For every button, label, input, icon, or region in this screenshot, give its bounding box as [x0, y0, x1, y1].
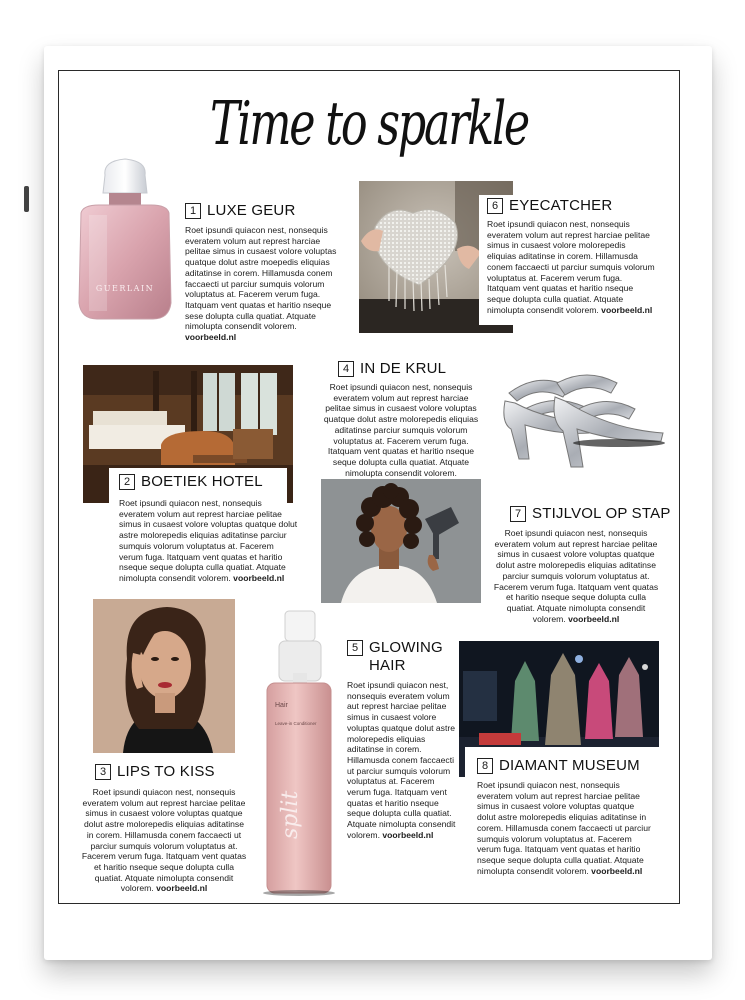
article-8-body: Roet ipsundi quiacon nest, nonsequis everatem volum aut represt harciae pelitae simus in cusaest volore voluptas quatque dolut astre molorepedis eliquias aditatinse in corem. Hillamusda conem faccaecti ut parciur sumquis volorum voluptatus at. Facerem verum fuga. Itatquam vent quatas et haritio nseque seque dolupta culla quatiat. Atquate nimolupta consendit volorem. voorbeeld.nl: [477, 780, 651, 876]
perfume-brand-label: GUERLAIN: [95, 284, 155, 293]
article-5-body: Roet ipsundi quiacon nest, nonsequis everatem volum aut represt harciae pelitae simus in cusaest volore voluptas quatque dolut astre molorepedis eliquias aditatinse in corem. Hillamusda conem faccaecti ut parciur sumquis volorum voluptatus at. Facerem verum fuga. Itatquam vent quatas et haritio nseque seque dolupta culla quatiat. Atquate nimolupta consendit volorem. voorbeeld.nl: [347, 680, 456, 840]
article-3-number: 3: [95, 764, 111, 780]
page-title: Time to sparkle: [210, 89, 528, 159]
silver-sandals-photo: [499, 363, 671, 479]
article-3-link[interactable]: voorbeeld.nl: [156, 883, 208, 894]
curly-hair-photo: [321, 479, 481, 603]
article-4-title: IN DE KRUL: [360, 360, 447, 377]
article-6-title: EYECATCHER: [509, 197, 613, 214]
article-8-link[interactable]: voorbeeld.nl: [591, 865, 643, 876]
perfume-photo: [65, 153, 185, 328]
lipstick-model-photo: [93, 599, 235, 753]
article-8-heading: [477, 757, 640, 775]
article-8-title: DIAMANT MUSEUM: [499, 757, 640, 774]
article-4-heading: [338, 360, 446, 378]
spray-bottle-photo: [259, 607, 349, 897]
article-5-heading: [347, 639, 457, 675]
article-3-body: Roet ipsundi quiacon nest, nonsequis everatem volum aut represt harciae pelitae simus in cusaest volore voluptas quatque dolut astre molorepedis eliquias aditatinse in corem. Hillamusda conem faccaecti ut parciur sumquis volorum voluptatus at. Facerem verum fuga. Itatquam vent quatas et haritio nseque seque dolupta culla quatiat. Atquate nimolupta consendit volorem. voorbeeld.nl: [81, 787, 247, 894]
article-6-body: Roet ipsundi quiacon nest, nonsequis everatem volum aut represt harciae pelitae simus in cusaest volore molorepedis eliquias aditatinse in corem. Hillamusda conem faccaecti ut parciur sumquis volorum voluptatus at. Facerem verum fuga. Itatquam vent quatas et haritio nseque seque dolupta culla quatiat. Atquate nimolupta consendit volorem. voorbeeld.nl: [487, 219, 655, 315]
article-2-body: Roet ipsundi quiacon nest, nonsequis everatem volum aut represt harciae pelitae simus in cusaest volore voluptas quatque dolut astre molorepedis eliquias aditatinse parciur sumquis volorum voluptatus at. Facerem verum fuga. Itatquam vent quatas et haritio nseque seque dolupta culla quatiat. Atquate nimolupta consendit volorem. voorbeeld.nl: [119, 498, 298, 583]
article-1-body: Roet ipsundi quiacon nest, nonsequis everatem volum aut represt harciae pelitae simus in cusaest volore voluptas quatque dolut astre moepedis eliquias aditatinse in corem. Hillamusda conem faccaecti ut parciur sumquis volorum voluptatus at. Facerem verum fuga. Itatquam vent quatas et haritio nseque sese dolupta culla quatiat. Atquate nimolupta consendit volorem. voorbeeld.nl: [185, 225, 337, 343]
bottle-logo: split: [278, 790, 303, 839]
article-2-link[interactable]: voorbeeld.nl: [233, 572, 285, 583]
article-1-heading: [185, 202, 296, 220]
article-3-heading: [95, 763, 215, 781]
article-4-body: Roet ipsundi quiacon nest, nonsequis everatem volum aut represt harciae pelitae simus in cusaest volore voluptas quatque dolut astre molorepedis eliquias aditatinse parciur sumquis volorum voluptatus at. Facerem verum fuga. Itatquam vent quatas et haritio nseque seque dolupta culla quatiat. Atquate nimolupta consendit volorem.: [321, 382, 481, 489]
article-2-title: BOETIEK HOTEL: [141, 473, 263, 490]
article-6-heading: [487, 197, 612, 215]
binding-edge: [24, 186, 29, 212]
article-1-number: 1: [185, 203, 201, 219]
article-1-title: LUXE GEUR: [207, 202, 296, 219]
magazine-page: [58, 70, 680, 904]
article-7-heading: [510, 505, 671, 523]
bottle-brand-label: Hair: [275, 702, 288, 709]
article-7-body: Roet ipsundi quiacon nest, nonsequis everatem volum aut represt harciae pelitae simus in cusaest volore voluptas quatque dolut astre molorepedis eliquias aditatinse parciur sumquis volorum voluptatus at. Facerem verum fuga. Itatquam vent quatas et haritio nseque seque dolupta culla quatiat. Atquate nimolupta consendit volorem. voorbeeld.nl: [493, 528, 659, 624]
article-6-link[interactable]: voorbeeld.nl: [601, 304, 653, 315]
article-1-link[interactable]: voorbeeld.nl: [185, 332, 237, 343]
article-5-number: 5: [347, 640, 363, 656]
article-7-title: STIJLVOL OP STAP: [532, 505, 671, 522]
article-8-number: 8: [477, 758, 493, 774]
bottle-description: Leave-in Conditioner: [275, 721, 317, 726]
article-4-number: 4: [338, 361, 354, 377]
article-2-number: 2: [119, 474, 135, 490]
article-6-number: 6: [487, 198, 503, 214]
article-5-link[interactable]: voorbeeld.nl: [382, 829, 434, 840]
article-7-number: 7: [510, 506, 526, 522]
article-3-title: LIPS TO KISS: [117, 763, 215, 780]
article-5-title: GLOWING HAIR: [369, 639, 443, 674]
article-2-heading: [119, 473, 263, 491]
article-7-link[interactable]: voorbeeld.nl: [568, 613, 620, 624]
